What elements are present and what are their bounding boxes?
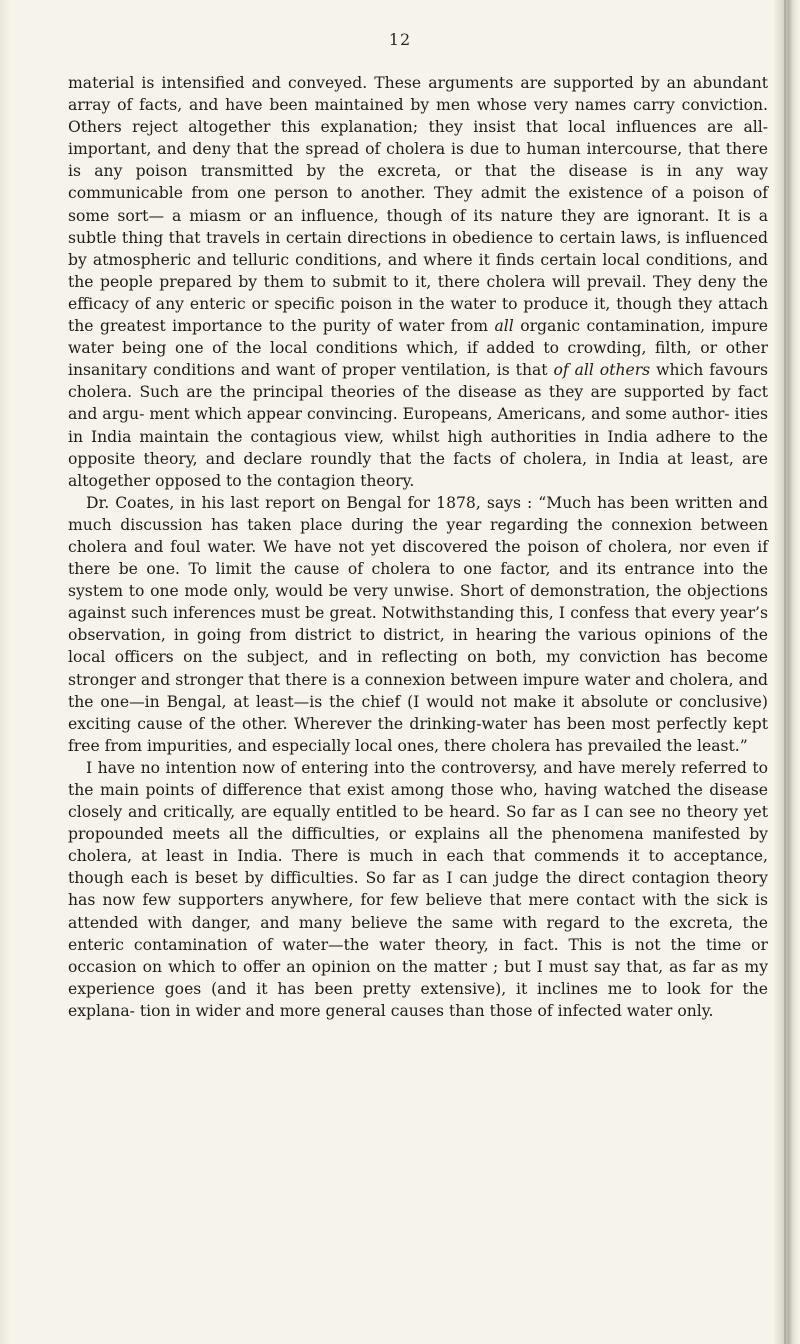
page-number: 12 — [388, 30, 412, 49]
page-binding-line — [784, 0, 786, 1344]
italic-emphasis: of all others — [553, 361, 651, 380]
paragraph-2-text: Dr. Coates, in his last report on Bengal for 1878, says : “Much has been written and much discussion has taken place during the year regarding the connexion between cholera and foul water. We have not yet discovered the poison of cholera, nor even if there be one. To limit the cause of cholera to one factor, and its entrance into the system to one mode only, would be very unwise. Short of demonstration, the objections against such inferences must be great. Notwithstanding this, I confess that every year’s observation, in going from district to district, in hearing the various opinions of the local officers on the subject, and in reflecting on both, my conviction has become stronger and stronger that there is a connexion between impure water and cholera, and the one—in Bengal, at least—is the chief (I would not make it absolute or conclusive) exciting cause of the other. Wherever the drinking-water has been most perfectly kept free from impurities, and especially local ones, there cholera has prevailed the least.” — [68, 493, 768, 755]
paragraph-3 — [68, 757, 768, 1022]
paragraph-1-text: which favours cholera. Such are the principal theories of the disease as they are supported by fact and argu- ment which appear convincing. Europeans, Americans, and some author- ities in India maintain the contagious view, whilst high authorities in India adhere to the opposite theory, and declare roundly that the facts of cholera, in India at least, are altogether opposed to the contagion theory. — [68, 361, 768, 490]
body-text — [68, 72, 768, 1022]
paragraph-3-text: I have no intention now of entering into the controversy, and have merely referred to the main points of difference that exist among those who, having watched the disease closely and critically, are equally entitled to be heard. So far as I can see no theory yet propounded meets all the difficulties, or explains all the phenomena manifested by cholera, at least in India. There is much in each that commends it to acceptance, though each is beset by difficulties. So far as I can judge the direct contagion theory has now few supporters anywhere, for few believe that mere contact with the sick is attended with danger, and many believe the same with regard to the excreta, the enteric contamination of water—the water theory, in fact. This is not the time or occasion on which to offer an opinion on the matter ; but I must say that, as far as my experience goes (and it has been pretty extensive), it inclines me to look for the explana- tion in wider and more general causes than those of infected water only. — [68, 758, 768, 1020]
page-binding-edge — [774, 0, 800, 1344]
paragraph-1-text: material is intensified and conveyed. These arguments are supported by an abundant array of facts, and have been maintained by men whose very names carry conviction. Others reject altogether this explanation; they insist that local influences are all-important, and deny that the spread of cholera is due to human intercourse, that there is any poison transmitted by the excreta, or that the disease is in any way communicable from one person to another. They admit the existence of a poison of some sort— a miasm or an influence, though of its nature they are ignorant. It is a subtle thing that travels in certain directions in obedience to certain laws, is influenced by atmospheric and telluric conditions, and where it finds certain local conditions, and the people prepared by them to submit to it, there cholera will prevail. They deny the efficacy of any enteric or specific poison in the water to produce it, though they attach the greatest importance to the purity of water from — [68, 74, 768, 336]
paragraph-1-text: organic contamination, impure water being one of the local conditions which, if added to crowding, filth, or other insanitary conditions and want of proper ventilation, is that — [68, 317, 768, 380]
paragraph-1 — [68, 72, 768, 492]
page-left-shadow — [0, 0, 10, 1344]
paragraph-2 — [68, 492, 768, 757]
italic-emphasis: all — [494, 317, 514, 336]
